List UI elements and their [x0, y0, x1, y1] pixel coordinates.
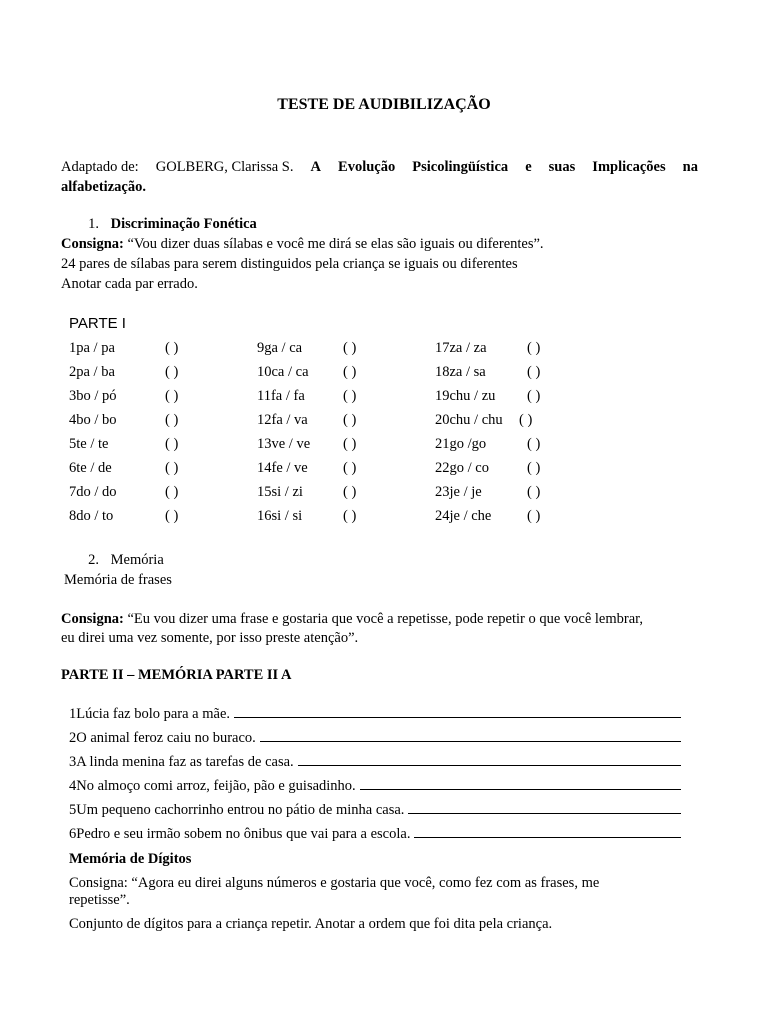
answer-line[interactable]: [414, 825, 681, 838]
syllable-pair: 23je / je: [435, 484, 482, 500]
syllable-pair: 10ca / ca: [257, 364, 309, 380]
syllable-pair: 21go /go: [435, 436, 487, 452]
sentence-row: [69, 728, 691, 748]
sentence-row: [69, 776, 691, 796]
section2-consigna-line1: “Eu vou dizer uma frase e gostaria que você a repetisse, pode repetir o que você lembrar,: [127, 611, 644, 627]
syllable-pair: 14fe / ve: [257, 460, 308, 476]
answer-parentheses[interactable]: ( ): [343, 436, 357, 452]
syllable-pair: 5te / te: [69, 436, 109, 452]
answer-parentheses[interactable]: ( ): [527, 340, 541, 356]
sentence-row: [69, 704, 691, 724]
answer-line[interactable]: [360, 777, 681, 790]
section1-line-3: Anotar cada par errado.: [61, 276, 198, 292]
digits-heading: [69, 849, 191, 869]
section2-consigna-line2: eu direi uma vez somente, por isso preste atenção”.: [61, 630, 359, 646]
answer-parentheses[interactable]: ( ): [343, 388, 357, 404]
answer-parentheses[interactable]: ( ): [527, 364, 541, 380]
adapted-from: [61, 157, 698, 197]
sentence-text: 3A linda menina faz as tarefas de casa.: [69, 754, 294, 770]
section2-number: 2.: [88, 552, 99, 568]
section1-consigna-label: Consigna:: [61, 236, 124, 252]
syllable-pair: 12fa / va: [257, 412, 308, 428]
adapted-word: Implicações: [592, 159, 666, 175]
sentence-text: 4No almoço comi arroz, feijão, pão e guisadinho.: [69, 778, 356, 794]
answer-parentheses[interactable]: ( ): [519, 412, 533, 428]
adapted-line-1: [61, 157, 698, 177]
answer-parentheses[interactable]: ( ): [165, 340, 179, 356]
sentence-row: [69, 752, 691, 772]
digits-consigna-line2: repetisse”.: [69, 892, 130, 908]
parte2-heading: [61, 665, 291, 685]
answer-parentheses[interactable]: ( ): [165, 484, 179, 500]
section1-number: 1.: [88, 216, 99, 232]
document-title: TESTE DE AUDIBILIZAÇÃO: [277, 96, 491, 113]
syllable-pair: 19chu / zu: [435, 388, 496, 404]
answer-parentheses[interactable]: ( ): [165, 460, 179, 476]
adapted-word: Evolução: [338, 159, 396, 175]
answer-parentheses[interactable]: ( ): [527, 388, 541, 404]
syllable-pair: 13ve / ve: [257, 436, 311, 452]
parte1-label: PARTE I: [69, 315, 126, 332]
section2-sub: Memória de frases: [64, 572, 172, 588]
section2-heading: Memória: [110, 552, 164, 568]
answer-parentheses[interactable]: ( ): [165, 412, 179, 428]
sentence-text: 1Lúcia faz bolo para a mãe.: [69, 706, 231, 722]
answer-line[interactable]: [234, 705, 681, 718]
answer-parentheses[interactable]: ( ): [527, 508, 541, 524]
answer-parentheses[interactable]: ( ): [343, 460, 357, 476]
syllable-pair: 22go / co: [435, 460, 489, 476]
digits-consigna-line1: Consigna: “Agora eu direi alguns números e gostaria que você, como fez com as frases, me: [69, 875, 600, 891]
adapted-word: A: [310, 159, 322, 175]
syllable-pair: 11fa / fa: [257, 388, 305, 404]
answer-parentheses[interactable]: ( ): [343, 412, 357, 428]
digits-instruction: Conjunto de dígitos para a criança repetir. Anotar a ordem que foi dita pela criança.: [69, 916, 553, 932]
answer-parentheses[interactable]: ( ): [527, 460, 541, 476]
section1-heading: Discriminação Fonética: [110, 216, 257, 232]
syllable-pair: 20chu / chu: [435, 412, 503, 428]
section1-consigna: [61, 234, 544, 254]
sentence-text: 5Um pequeno cachorrinho entrou no pátio de minha casa.: [69, 802, 405, 818]
digits-heading-text: Memória de Dígitos: [69, 851, 192, 867]
syllable-pair: 1pa / pa: [69, 340, 115, 356]
sentence-row: [69, 800, 691, 820]
answer-parentheses[interactable]: ( ): [165, 508, 179, 524]
adapted-line-2: alfabetização.: [61, 179, 146, 195]
adapted-prefix: Adaptado de:: [61, 159, 139, 175]
parte2-heading-text: PARTE II – MEMÓRIA PARTE II A: [61, 667, 292, 683]
answer-parentheses[interactable]: ( ): [343, 340, 357, 356]
syllable-pair: 15si / zi: [257, 484, 303, 500]
syllable-pair: 4bo / bo: [69, 412, 117, 428]
syllable-pair: 16si / si: [257, 508, 303, 524]
syllable-pair: 7do / do: [69, 484, 117, 500]
answer-parentheses[interactable]: ( ): [165, 436, 179, 452]
syllable-pair: 24je / che: [435, 508, 492, 524]
syllable-pair: 8do / to: [69, 508, 114, 524]
section1-consigna-text: “Vou dizer duas sílabas e você me dirá se elas são iguais ou diferentes”.: [127, 236, 544, 252]
sentence-text: 2O animal feroz caiu no buraco.: [69, 730, 256, 746]
syllable-pair: 6te / de: [69, 460, 112, 476]
sentence-row: [69, 824, 691, 844]
sentence-text: 6Pedro e seu irmão sobem no ônibus que vai para a escola.: [69, 826, 411, 842]
section1-heading-line: [61, 214, 257, 234]
adapted-word: suas: [548, 159, 576, 175]
section2-consigna-label: Consigna:: [61, 611, 124, 627]
answer-line[interactable]: [408, 801, 681, 814]
adapted-word: Psicolingüística: [412, 159, 509, 175]
answer-parentheses[interactable]: ( ): [527, 484, 541, 500]
answer-parentheses[interactable]: ( ): [165, 364, 179, 380]
syllable-pair: 2pa / ba: [69, 364, 115, 380]
section2-heading-line: [61, 550, 164, 570]
syllable-pair: 9ga / ca: [257, 340, 303, 356]
syllable-pair: 17za / za: [435, 340, 487, 356]
answer-line[interactable]: [260, 729, 681, 742]
answer-parentheses[interactable]: ( ): [527, 436, 541, 452]
answer-parentheses[interactable]: ( ): [343, 364, 357, 380]
syllable-pair: 3bo / pó: [69, 388, 117, 404]
syllable-pair: 18za / sa: [435, 364, 486, 380]
answer-line[interactable]: [298, 753, 681, 766]
answer-parentheses[interactable]: ( ): [343, 484, 357, 500]
adapted-word: na: [682, 159, 698, 175]
adapted-author: GOLBERG, Clarissa S.: [155, 159, 294, 175]
section2-consigna: [61, 609, 643, 629]
adapted-word: e: [525, 159, 532, 175]
answer-parentheses[interactable]: ( ): [165, 388, 179, 404]
answer-parentheses[interactable]: ( ): [343, 508, 357, 524]
section1-line-2: 24 pares de sílabas para serem distinguidos pela criança se iguais ou diferentes: [61, 256, 518, 272]
